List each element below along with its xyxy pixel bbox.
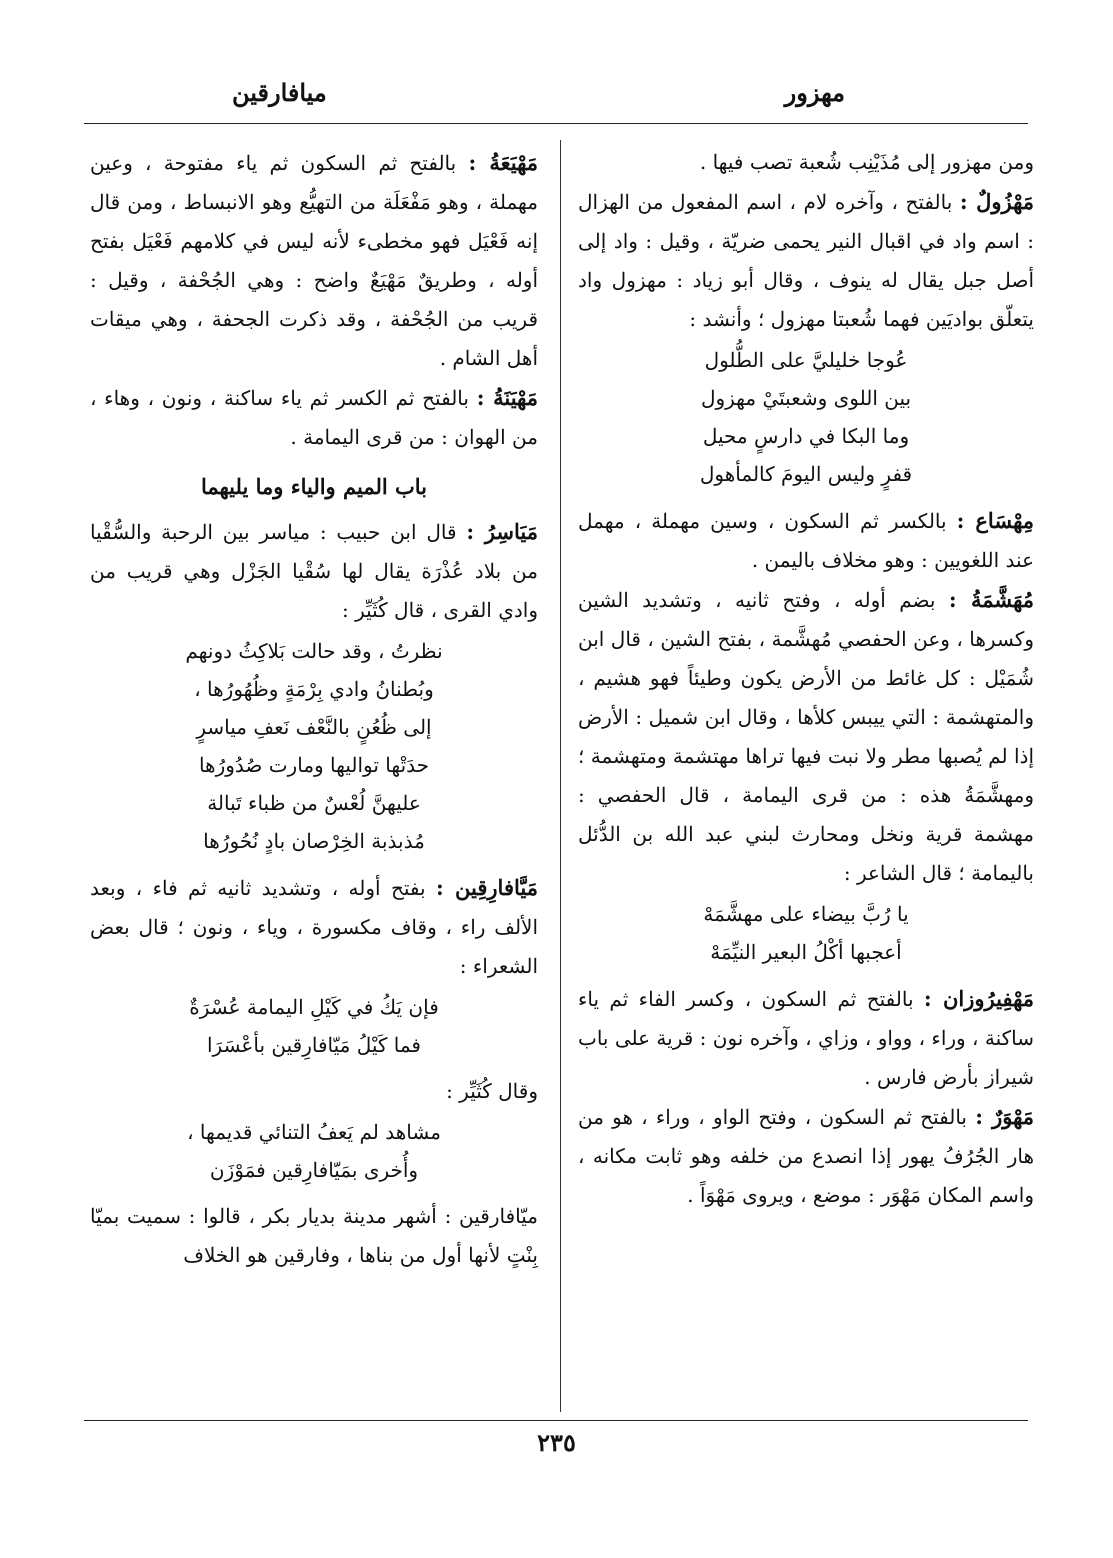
- entry-mahwar: [578, 1097, 1034, 1215]
- verse-line: وبُطنانُ وادي بِرْمَةٍ وظُهُورُها ،: [194, 677, 434, 701]
- entry-head: مَهْفِيرُوزان :: [923, 986, 1035, 1011]
- entry-text: بالفتح ، وآخره لام ، اسم المفعول من الهزال : اسم واد في اقبال النير يحمى ضريّة ، وقيل : واد إلى أصل جبل يقال له ينوف ، وقال أبو زياد : مهزول واد يتعلّق بواديَين فهما شُعبتا مهزول ؛ وأنشد :: [578, 190, 1034, 331]
- verse-line: مشاهد لم يَعفُ التنائي قديمها ،: [187, 1120, 441, 1144]
- right-column: [578, 143, 1034, 1215]
- entry-mahyana: [90, 378, 538, 457]
- left-column: [90, 143, 538, 1275]
- entry-head: مَهْيَعَةُ :: [468, 150, 539, 175]
- entry-mahzul: [578, 182, 1034, 339]
- verse-block: [90, 1113, 538, 1189]
- verse-line: وأُخرى بمَيّافارِقين فمَوْزَن: [209, 1158, 419, 1182]
- entry-muhashshama: [578, 580, 1034, 893]
- page-number: ٢٣٥: [537, 1428, 576, 1457]
- entry-mayasir: [90, 512, 538, 630]
- kuthayyir-intro: وقال كُثَيِّر :: [446, 1079, 538, 1103]
- entry-head: مَهْوَرٌ :: [975, 1104, 1035, 1129]
- entry-text: بالفتح ثم السكون ، وكسر الفاء ثم ياء ساكنة ، وراء ، وواو ، وزاي ، وآخره نون : قرية على باب شيراز بأرض فارس .: [578, 987, 1034, 1089]
- entry-text: بالفتح ثم السكون ثم ياء مفتوحة ، وعين مهملة ، وهو مَفْعَلَة من التهيُّع وهو الانبساط ، ومن قال إنه فَعْيَل فهو مخطىء لأنه ليس في كلامهم فَعْيَل بفتح أوله ، وطريقٌ مَهْيَعٌ واضح : وهي الجُحْفة ، وقيل : قريب من الجُحْفة ، وقد ذكرت الجحفة ، وهي ميقات أهل الشام .: [90, 151, 539, 370]
- entry-text: قال ابن حبيب : مياسر بين الرحبة والسُّقْيا من بلاد عُذْرَة يقال لها سُقْيا الجَزْل وهي قريب من وادي القرى ، قال كُثَيِّر :: [90, 520, 538, 622]
- column-divider: [560, 140, 561, 1412]
- entry-head: مَهْيَنَةُ :: [476, 385, 538, 410]
- entry-mihsa: [578, 501, 1034, 580]
- entry-text: بضم أوله ، وفتح ثانيه ، وتشديد الشين وكسرها ، وعن الحفصي مُهشَّمة ، بفتح الشين ، قال ابن شُمَيْل : كل غائط من الأرض يكون وطيئاً فهو هشيم ، والمتهشمة : التي ييبس كلأها ، وقال ابن شميل : الأرض إذا لم يُصبها مطر ولا نبت فيها تراها مهتشمة ومتهشمة ؛ ومهشَّمَةُ هذه : من قرى اليمامة ، قال الحفصي : مهشمة قرية ونخل ومحارث لبني عبد الله بن الدُّئل باليمامة ؛ قال الشاعر :: [578, 588, 1034, 885]
- verse-line: مُذبذبة الخِرْصان بادٍ نُحُورُها: [203, 829, 425, 853]
- entry-head: مَيَاسِرُ :: [466, 519, 539, 544]
- verse-line: يا رُبَّ بيضاء على مهشَّمَهْ: [703, 902, 909, 926]
- entry-head: مَيَّافارِقِين :: [435, 875, 538, 900]
- intro-line: ومن مهزور إلى مُذَيْنِب شُعبة تصب فيها .: [699, 150, 1034, 174]
- bottom-rule: [84, 1420, 1028, 1421]
- entry-mahyaa: [90, 143, 538, 378]
- entry-head: مِهْسَاع :: [956, 508, 1034, 533]
- verse-line: إلى ظُعُنٍ بالنَّعْف نَعفِ مياسرٍ: [196, 715, 432, 739]
- verse-block: [90, 988, 538, 1064]
- entry-mayafariqin: [90, 868, 538, 986]
- entry-text: بالفتح ثم السكون ، وفتح الواو ، وراء ، هو من هار الجُرُفُ يهور إذا انصدع من خلفه وهو ثابت مكانه ، واسم المكان مَهْوَر : موضع ، ويروى مَهْوَاً .: [578, 1105, 1034, 1207]
- running-head-left: ميافارقين: [232, 78, 327, 107]
- verse-line: بين اللوى وشعبتَيْ مهزول: [700, 386, 912, 410]
- entry-head: مَهْزُولٌ :: [959, 189, 1034, 214]
- entry-text: بالفتح ثم الكسر ثم ياء ساكنة ، ونون ، وهاء ، من الهوان : من قرى اليمامة .: [90, 386, 538, 449]
- verse-line: فما كَيْلُ مَيّافارِقين بأعْسَرَا: [207, 1033, 421, 1057]
- verse-line: قفرٍ وليس اليومَ كالمأهول: [699, 462, 913, 486]
- section-title: باب الميم والياء وما يليهما: [200, 474, 428, 499]
- verse-line: وما البكا في دارسٍ محيل: [702, 424, 910, 448]
- verse-line: أعجبها أكْلُ البعير النيِّمَهْ: [710, 940, 902, 964]
- verse-block: [90, 632, 538, 860]
- entry-text: بالكسر ثم السكون ، وسين مهملة ، مهمل عند اللغويين : وهو مخلاف باليمن .: [578, 509, 1034, 572]
- verse-line: عليهنَّ لُعْسٌ من ظباء تَبالة: [207, 791, 421, 815]
- top-rule: [84, 123, 1028, 124]
- entry-head: مُهَشَّمَةُ :: [948, 587, 1035, 612]
- closing-paragraph: ميّافارقين : أشهر مدينة بديار بكر ، قالوا : سميت بميّا بِنْتٍ لأنها أول من بناها ، وفارقين هو الخلاف: [90, 1204, 538, 1267]
- verse-line: نظرتُ ، وقد حالت بَلاكِثُ دونهم: [185, 639, 443, 663]
- verse-block: [578, 341, 1034, 493]
- verse-line: عُوجا خليليَّ على الطُّلول: [704, 348, 908, 372]
- verse-block: [578, 895, 1034, 971]
- entry-mahfiruzan: [578, 979, 1034, 1097]
- verse-line: فإن يَكُ في كَيْلِ اليمامة عُسْرَةٌ: [189, 995, 439, 1019]
- verse-line: حدَتْها تواليها ومارت صُدُورُها: [198, 753, 430, 777]
- entry-text: بفتح أوله ، وتشديد ثانيه ثم فاء ، وبعد الألف راء ، وقاف مكسورة ، وياء ، ونون ؛ قال بعض الشعراء :: [90, 876, 538, 978]
- running-head-right: مهزور: [784, 78, 845, 107]
